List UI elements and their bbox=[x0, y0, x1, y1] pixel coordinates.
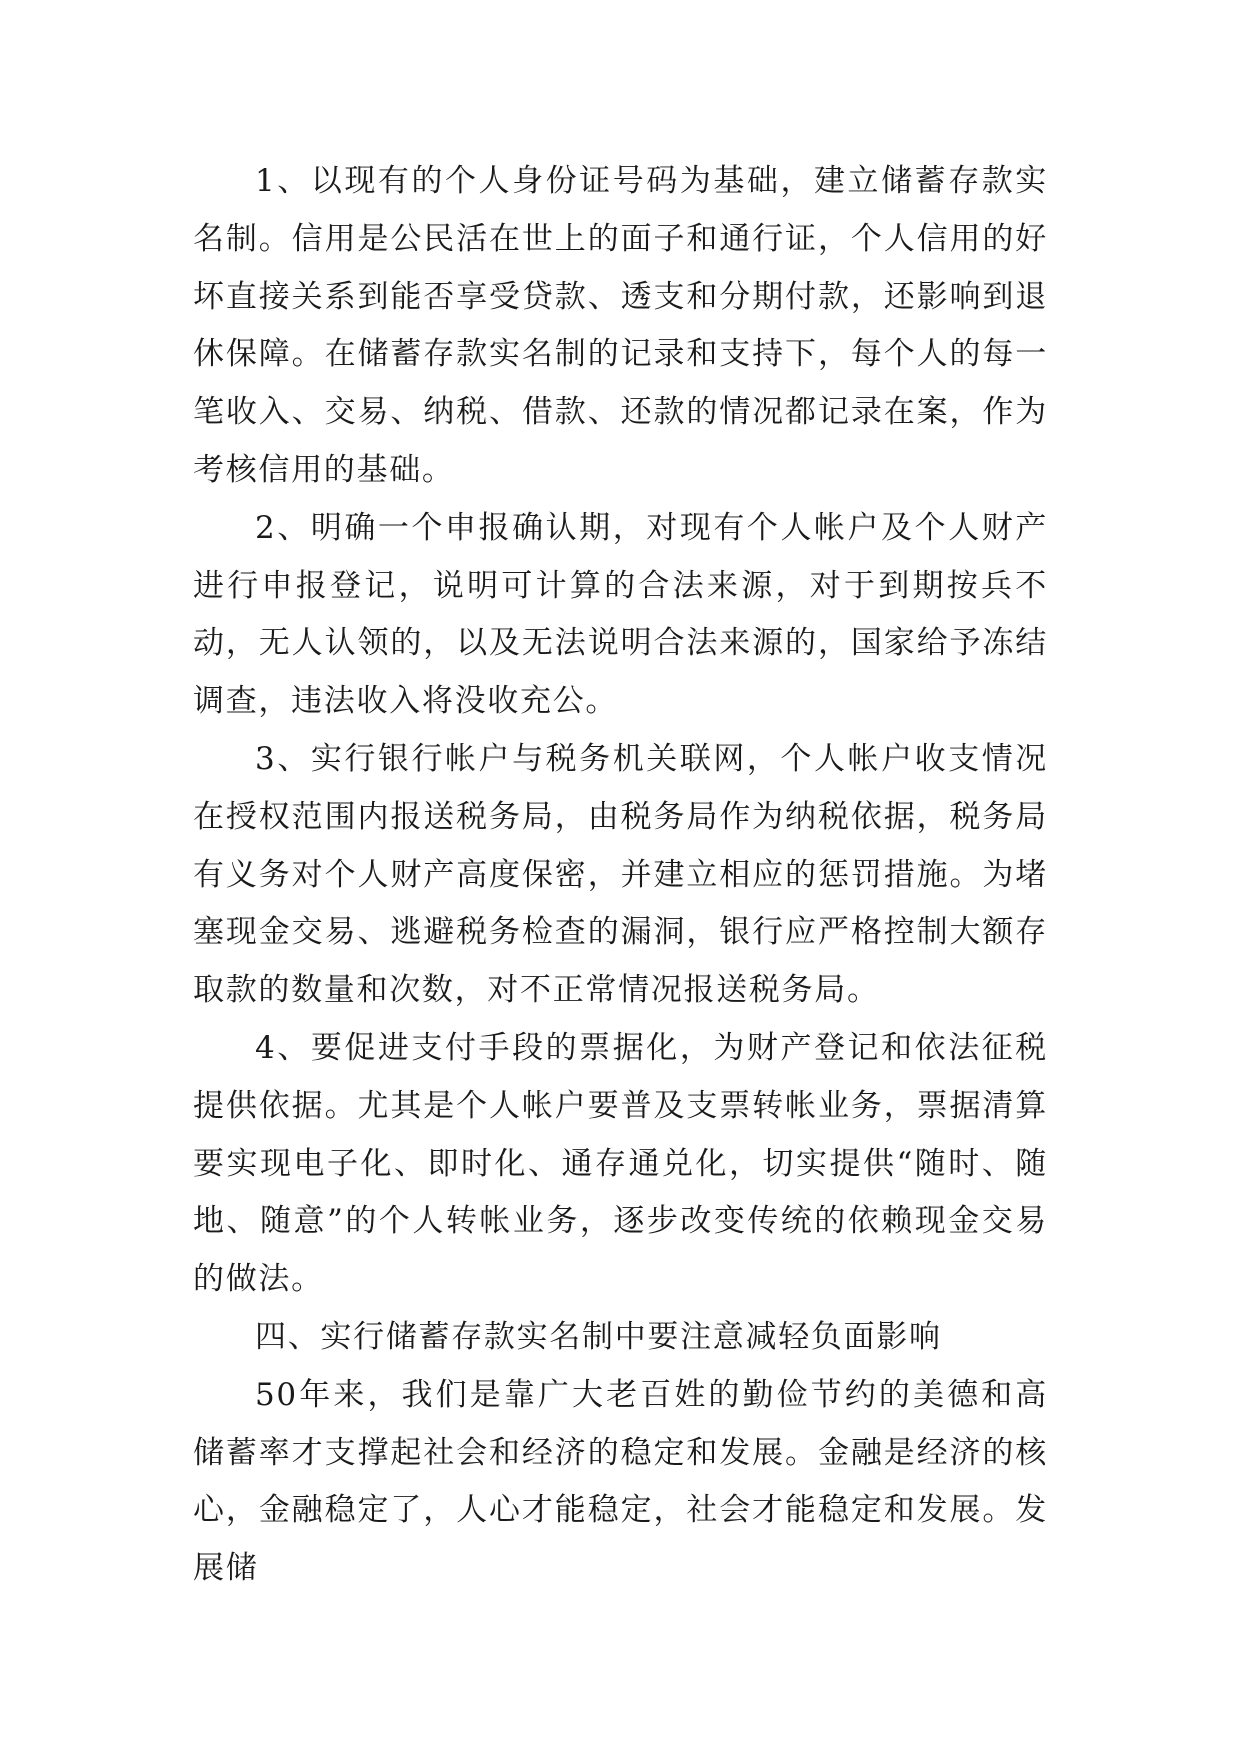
document-body bbox=[193, 153, 1048, 1598]
paragraph-1: 1、以现有的个人身份证号码为基础，建立储蓄存款实名制。信用是公民活在世上的面子和通行证，个人信用的好坏直接关系到能否享受贷款、透支和分期付款，还影响到退休保障。在储蓄存款实名制的记录和支持下，每个人的每一笔收入、交易、纳税、借款、还款的情况都记录在案，作为考核信用的基础。 bbox=[193, 163, 1048, 488]
paragraph-2: 2、明确一个申报确认期，对现有个人帐户及个人财产进行申报登记，说明可计算的合法来源，对于到期按兵不动，无人认领的，以及无法说明合法来源的，国家给予冻结调查，违法收入将没收充公。 bbox=[193, 509, 1048, 720]
section-heading: 四、实行储蓄存款实名制中要注意减轻负面影响 bbox=[255, 1318, 942, 1355]
paragraph-3: 3、实行银行帐户与税务机关联网，个人帐户收支情况在授权范围内报送税务局，由税务局作为纳税依据，税务局有义务对个人财产高度保密，并建立相应的惩罚措施。为堵塞现金交易、逃避税务检查的漏洞，银行应严格控制大额存取款的数量和次数，对不正常情况报送税务局。 bbox=[193, 740, 1048, 1009]
paragraph-4: 4、要促进支付手段的票据化，为财产登记和依法征税提供依据。尤其是个人帐户要普及支票转帐业务，票据清算要实现电子化、即时化、通存通兑化，切实提供“随时、随地、随意”的个人转帐业务，逐步改变传统的依赖现金交易的做法。 bbox=[193, 1029, 1048, 1298]
paragraph-5: 50年来，我们是靠广大老百姓的勤俭节约的美德和高储蓄率才支撑起社会和经济的稳定和发展。金融是经济的核心，金融稳定了，人心才能稳定，社会才能稳定和发展。发展储 bbox=[193, 1376, 1048, 1587]
